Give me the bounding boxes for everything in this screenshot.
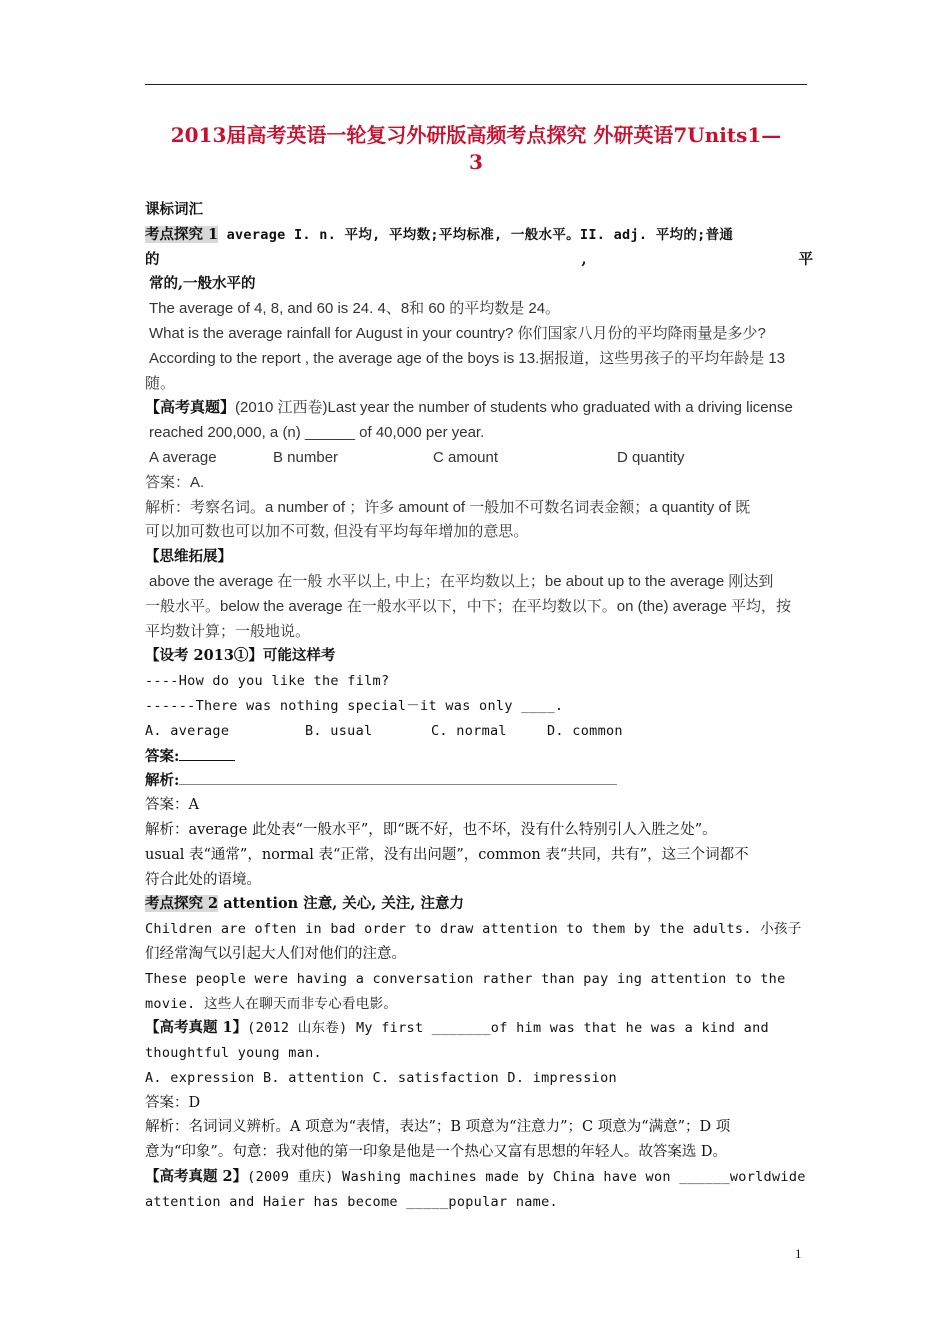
option-a: A average <box>149 448 217 466</box>
exam1-tag: 【高考真题 1】 <box>145 1019 248 1037</box>
predict-analysis-blank <box>145 768 813 793</box>
kd1-exam-answer: 答案：A. <box>145 473 205 491</box>
predict-q2: ------There was nothing special－it was only ____. <box>145 697 564 714</box>
kd2-exam2-line-2: attention and Haier has become _____popular name. <box>145 1193 558 1210</box>
kd2-word: attention 注意, 关心, 关注, 注意力 <box>218 895 465 913</box>
exam2-question: (2009 重庆) Washing machines made by China have won ______worldwide <box>247 1169 806 1186</box>
kd1-example-3: According to the report , the average age of the boys is 13.据报道，这些男孩子的平均年龄是 13 <box>149 349 786 367</box>
exam1-question: (2012 山东卷) My first _______of him was that he was a kind and <box>247 1020 769 1037</box>
predict-options <box>145 719 813 744</box>
option-d: D. common <box>547 722 623 739</box>
exam2-tag: 【高考真题 2】 <box>145 1168 248 1186</box>
option-b: B. usual <box>305 722 373 739</box>
kd1-line-3: 常的,一般水平的 <box>149 275 256 293</box>
expand-line-1: above the average 在一般 水平以上, 中上；在平均数以上；be about up to the average 刚达到 <box>149 572 774 590</box>
kd2-exam1-line-2: thoughtful young man. <box>145 1045 322 1062</box>
kd1-exam-analysis-2: 可以加可数也可以加不可数, 但没有平均每年增加的意思。 <box>145 523 529 541</box>
analysis-blank <box>179 768 617 785</box>
kd2-example-1: Children are often in bad order to draw attention to them by the adults. 小孩子 <box>145 921 802 938</box>
kd1-exam-analysis-1: 解析：考察名词。a number of ；许多 amount of 一般加不可数名词表金额；a quantity of 既 <box>145 498 751 516</box>
predict-analysis-1: 解析：average 此处表“一般水平”，即“既不好，也不坏，没有什么特别引人入胜之处”。 <box>145 821 717 838</box>
option-a: A. average <box>145 722 230 739</box>
kd1-line2-b: , <box>581 250 587 268</box>
kd1-example-4: 随。 <box>145 374 176 392</box>
kd2-tag: 考点探究 2 <box>145 895 219 913</box>
kd1-line-1 <box>145 223 813 248</box>
kd2-example-2: 们经常淘气以引起大人们对他们的注意。 <box>145 945 406 962</box>
predict-q1: ----How do you like the film? <box>145 673 390 690</box>
header-rule <box>145 84 807 85</box>
document-title <box>140 122 812 176</box>
kd2-example-3: These people were having a conversation rather than pay ing attention to the <box>145 970 786 987</box>
kd2-exam1-analysis-1: 解析：名词词义辨析。A 项意为“表情，表达”；B 项意为“注意力”；C 项意为“满意”；D 项 <box>145 1119 731 1136</box>
expand-line-3: 平均数计算；一般地说。 <box>145 622 311 640</box>
kd1-exam-options <box>145 446 813 471</box>
exam-question: (2010 江西卷)Last year the number of students who graduated with a driving license <box>235 399 793 417</box>
predict-analysis-3: 符合此处的语境。 <box>145 871 261 888</box>
expand-tag: 【思维拓展】 <box>145 548 232 566</box>
kd1-definition: average I. n. 平均, 平均数;平均标准, 一般水平。II. adj. 平均的;普通 <box>218 226 734 243</box>
page-number: 1 <box>795 1246 802 1261</box>
kd1-exam-line-2: reached 200,000, a (n) ______ of 40,000 per year. <box>149 424 485 442</box>
answer-label: 答案: <box>145 747 180 765</box>
kd1-tag: 考点探究 1 <box>145 225 219 243</box>
kd2-exam1-line-1 <box>145 1016 813 1041</box>
kd2-exam1-options: A. expression B. attention C. satisfaction D. impression <box>145 1069 617 1086</box>
kd2-exam1-answer: 答案：D <box>145 1094 201 1111</box>
kd1-example-2: What is the average rainfall for August in your country? 你们国家八月份的平均降雨量是多少? <box>149 324 766 342</box>
title-line-1: 2013届高考英语一轮复习外研版高频考点探究 外研英语7Units1— <box>170 123 782 147</box>
kd1-exam-line-1 <box>145 396 813 421</box>
predict-answer: 答案：A <box>145 797 199 814</box>
document-body <box>145 198 813 1215</box>
kd2-exam1-analysis-2: 意为“印象”。句意：我对他的第一印象是他是一个热心又富有思想的年轻人。故答案选 D。 <box>145 1144 728 1161</box>
option-d: D quantity <box>617 448 685 466</box>
predict-tag: 【设考 2013①】 <box>145 647 263 665</box>
predict-heading <box>145 644 813 669</box>
kd2-heading <box>145 892 813 917</box>
predict-analysis-2: usual 表“通常”，normal 表“正常，没有出问题”，common 表“共同，共有”，这三个词都不 <box>145 846 749 863</box>
expand-line-2: 一般水平。below the average 在一般水平以下，中下；在平均数以下。on (the) average 平均，按 <box>145 597 791 615</box>
kd1-line2-a: 的 <box>145 250 160 268</box>
title-line-2: 3 <box>469 150 483 174</box>
section-heading: 课标词汇 <box>145 201 203 218</box>
kd1-example-1: The average of 4, 8, and 60 is 24. 4、8和 60 的平均数是 24。 <box>149 300 561 318</box>
predict-answer-blank <box>145 744 813 769</box>
option-b: B number <box>273 448 339 466</box>
answer-blank <box>179 744 235 761</box>
kd1-line2-c: 平 <box>798 250 813 268</box>
kd2-example-4: movie. 这些人在聊天而非专心看电影。 <box>145 995 398 1012</box>
analysis-label: 解析: <box>145 772 180 790</box>
kd1-line-2 <box>145 248 813 273</box>
kd2-exam2-line-1 <box>145 1165 813 1190</box>
option-c: C. normal <box>431 722 507 739</box>
option-c: C amount <box>433 448 499 466</box>
exam-tag: 【高考真题】 <box>145 399 236 417</box>
predict-tag-rest: 可能这样考 <box>262 647 336 665</box>
